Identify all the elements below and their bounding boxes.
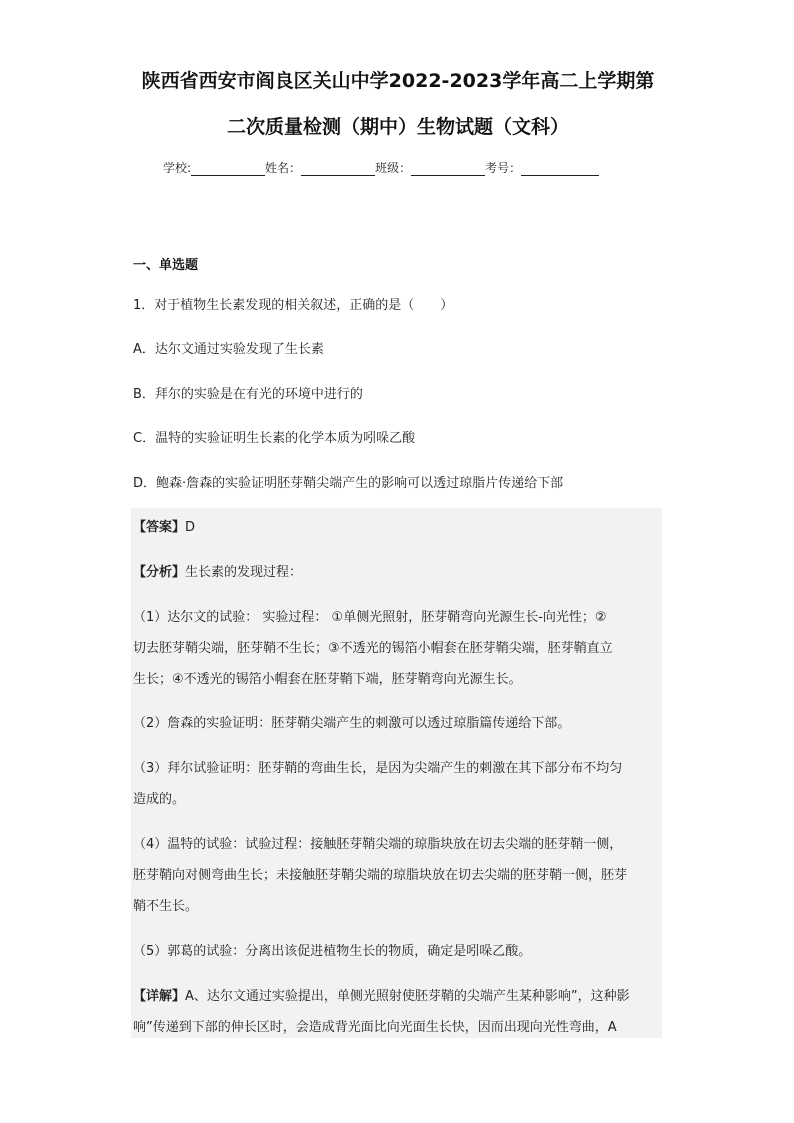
answer-line — [133, 516, 195, 535]
analysis-line: （4）温特的试验：试验过程：接触胚芽鞘尖端的琼脂块放在切去尖端的胚芽鞘一侧， — [133, 837, 623, 852]
document-title-line-1: 陕西省西安市阎良区关山中学2022-2023学年高二上学期第 — [141, 70, 655, 92]
option-c: C．温特的实验证明生长素的化学本质为吲哚乙酸 — [133, 431, 416, 446]
school-label: 学校: — [163, 161, 192, 175]
student-info-row — [163, 159, 599, 176]
option-b: B．拜尔的实验是在有光的环境中进行的 — [133, 387, 363, 402]
analysis-line: （2）詹森的实验证明：胚芽鞘尖端产生的刺激可以透过琼脂篇传递给下部。 — [133, 716, 571, 731]
detail-line-1 — [133, 985, 630, 1004]
analysis-intro: 生长素的发现过程： — [185, 565, 303, 580]
name-label: 姓名： — [265, 161, 302, 175]
document-title-line-2: 二次质量检测（期中）生物试题（文科） — [226, 116, 569, 138]
name-blank — [301, 162, 375, 176]
answer-label: 【答案】 — [133, 520, 186, 535]
detail-line-2: 响”传递到下部的伸长区时，会造成背光面比向光面生长快，因而出现向光性弯曲，A — [133, 1020, 617, 1035]
question-stem: 1．对于植物生长素发现的相关叙述，正确的是（ ） — [133, 298, 454, 313]
class-blank — [411, 162, 485, 176]
class-label: 班级： — [375, 161, 412, 175]
analysis-line: 胚芽鞘向对侧弯曲生长；未接触胚芽鞘尖端的琼脂块放在切去尖端的胚芽鞘一侧，胚芽 — [133, 868, 628, 883]
analysis-label: 【分析】 — [133, 565, 186, 580]
school-blank — [191, 162, 265, 176]
number-label: 考号： — [485, 161, 522, 175]
section-heading: 一、单选题 — [133, 258, 199, 273]
analysis-line: 鞘不生长。 — [133, 899, 199, 914]
option-d: D．鲍森·詹森的实验证明胚芽鞘尖端产生的影响可以透过琼脂片传递给下部 — [133, 476, 564, 491]
analysis-line: （1）达尔文的试验： 实验过程： ①单侧光照射，胚芽鞘弯向光源生长-向光性；② — [133, 610, 607, 625]
analysis-line: 切去胚芽鞘尖端，胚芽鞘不生长；③不透光的锡箔小帽套在胚芽鞘尖端，胚芽鞘直立 — [133, 641, 613, 656]
analysis-line: 造成的。 — [133, 792, 186, 807]
detail-text-1: A、达尔文通过实验提出，单侧光照射使胚芽鞘的尖端产生某种影响”，这种影 — [185, 989, 630, 1004]
analysis-line: （3）拜尔试验证明：胚芽鞘的弯曲生长，是因为尖端产生的刺激在其下部分布不均匀 — [133, 761, 623, 776]
detail-label: 【详解】 — [133, 989, 186, 1004]
option-a: A．达尔文通过实验发现了生长素 — [133, 342, 324, 357]
analysis-line: 生长；④不透光的锡箔小帽套在胚芽鞘下端，胚芽鞘弯向光源生长。 — [133, 672, 522, 687]
analysis-line: （5）郭葛的试验：分离出该促进植物生长的物质，确定是吲哚乙酸。 — [133, 944, 532, 959]
analysis-intro-line — [133, 561, 302, 580]
number-blank — [521, 162, 599, 176]
answer-value: D — [185, 520, 196, 535]
